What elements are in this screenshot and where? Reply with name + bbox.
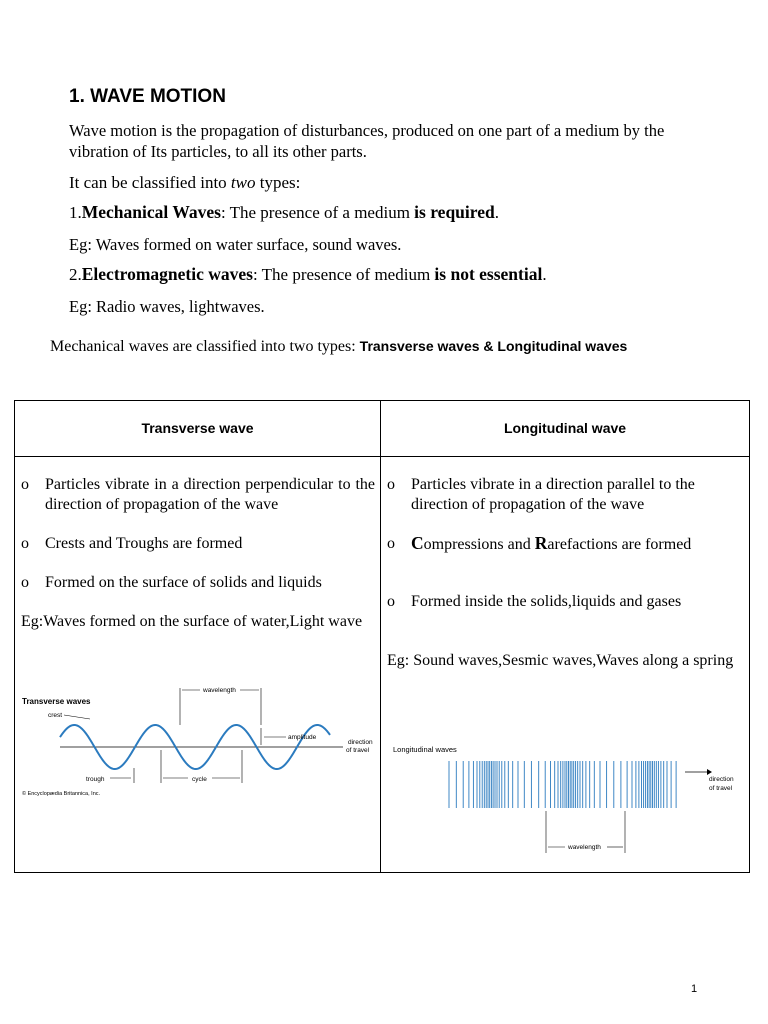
classification-intro (69, 172, 709, 193)
transverse-item-1-text: Particles vibrate in a direction perpendicular to the direction of propagation of the wave (45, 476, 375, 513)
rarefactions-initial: R (534, 533, 548, 553)
bullet: o (21, 476, 29, 493)
mech-mid: : The presence of a medium (220, 203, 415, 222)
trough-label: trough (86, 776, 105, 783)
transverse-item-3-text: Formed on the surface of solids and liquids (45, 574, 322, 591)
electromagnetic-waves-definition (69, 264, 709, 285)
longitudinal-item-1-text: Particles vibrate in a direction parallel to the direction of propagation of the wave (411, 476, 695, 513)
crest-label: crest (48, 712, 63, 719)
em-number: 2. (69, 265, 82, 284)
classify-emphasis: two (230, 173, 256, 192)
compressions-rest: ompressions and (423, 536, 535, 553)
transverse-item-1 (21, 475, 375, 514)
longitudinal-example: Eg: Sound waves,Sesmic waves,Waves along a spring (387, 652, 734, 669)
transverse-example: Eg:Waves formed on the surface of water,Light wave (21, 613, 363, 630)
header-transverse-wave: Transverse wave (141, 420, 254, 436)
em-strong: is not essential (434, 264, 543, 284)
wavelength-label: wavelength (203, 687, 236, 694)
compressions-initial: C (411, 533, 424, 553)
bullet: o (387, 535, 395, 552)
bullet: o (387, 593, 395, 610)
longitudinal-item-3-text: Formed inside the solids,liquids and gases (411, 593, 682, 610)
long-of-travel-label: of travel (709, 785, 733, 792)
page-number: 1 (691, 983, 698, 995)
em-mid: : The presence of medium (252, 265, 435, 284)
bullet: o (387, 476, 395, 493)
mechanical-example: Eg: Waves formed on water surface, sound waves. (69, 235, 402, 254)
classify-post: types: (255, 173, 301, 192)
bullet: o (21, 535, 29, 552)
longitudinal-item-1 (387, 475, 735, 514)
direction-arrow-head (707, 769, 712, 775)
transverse-item-3 (21, 573, 375, 593)
subclass-pre: Mechanical waves are classified into two types: (50, 338, 360, 355)
bullet: o (21, 574, 29, 591)
em-name: Electromagnetic waves (81, 264, 253, 284)
crest-pointer (64, 715, 90, 719)
longitudinal-wave-lines (449, 761, 676, 808)
transverse-wave-diagram (18, 680, 378, 805)
amplitude-label: amplitude (288, 734, 317, 741)
longitudinal-item-3 (387, 592, 735, 612)
transverse-item-2 (21, 534, 375, 554)
transverse-item-2-text: Crests and Troughs are formed (45, 535, 243, 552)
subclass-types: Transverse waves & Longitudinal waves (359, 338, 628, 354)
longitudinal-item-2 (387, 534, 735, 555)
longitudinal-figure-title: Longitudinal waves (393, 745, 457, 754)
em-end: . (542, 265, 547, 284)
mech-end: . (494, 203, 499, 222)
subclassification-line (50, 338, 750, 356)
electromagnetic-example: Eg: Radio waves, lightwaves. (69, 297, 265, 316)
table-column-divider (380, 400, 381, 873)
direction-label: direction (348, 739, 373, 746)
mech-number: 1. (69, 203, 82, 222)
figure-credit: © Encyclopædia Britannica, Inc. (22, 791, 101, 797)
intro-paragraph: Wave motion is the propagation of disturbances, produced on one part of a medium by the vibration of Its particles, to all its other parts. (69, 121, 665, 161)
mechanical-waves-definition (69, 202, 709, 223)
mech-name: Mechanical Waves (81, 202, 221, 222)
cycle-label: cycle (192, 776, 207, 783)
table-header-divider (14, 456, 750, 457)
mech-strong: is required (414, 202, 495, 222)
longitudinal-item-2-text (411, 534, 735, 555)
classify-pre: It can be classified into (69, 173, 231, 192)
header-longitudinal-wave: Longitudinal wave (503, 420, 627, 436)
of-travel-label: of travel (346, 747, 370, 754)
transverse-figure-title: Transverse waves (22, 697, 91, 706)
longitudinal-wave-diagram (385, 735, 747, 860)
long-direction-label: direction (709, 776, 734, 783)
rarefactions-rest: arefactions are formed (547, 536, 692, 553)
long-wavelength-label: wavelength (568, 844, 601, 851)
page-title: 1. WAVE MOTION (69, 86, 226, 107)
